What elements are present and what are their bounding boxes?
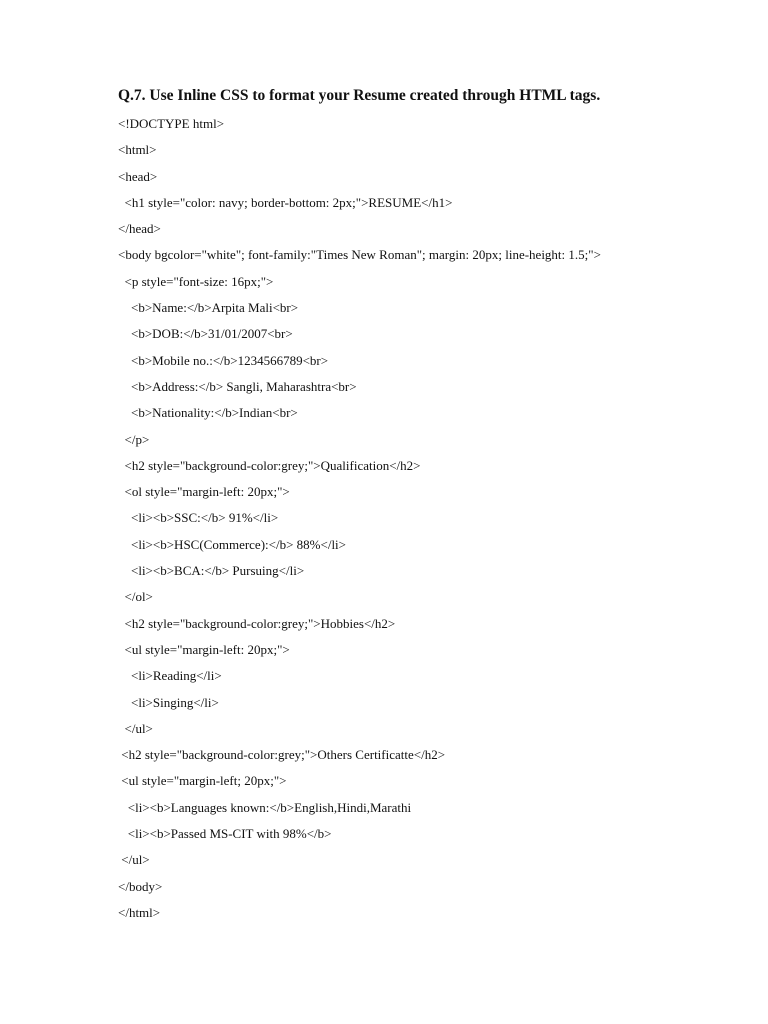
code-line: <ul style="margin-left: 20px;"> (118, 641, 290, 657)
code-line: <h1 style="color: navy; border-bottom: 2px;">RESUME</h1> (118, 194, 453, 210)
code-line: <b>Mobile no.:</b>1234566789<br> (118, 352, 329, 368)
code-line: <li><b>BCA:</b> Pursuing</li> (118, 563, 305, 579)
code-line: <b>Name:</b>Arpita Mali<br> (118, 300, 299, 316)
code-line: <b>DOB:</b>31/01/2007<br> (118, 326, 293, 342)
code-line: </head> (118, 221, 161, 237)
code-line: <li><b>HSC(Commerce):</b> 88%</li> (118, 536, 346, 552)
code-line: <li><b>Passed MS-CIT with 98%</b> (118, 826, 332, 842)
code-line: <h2 style="background-color:grey;">Hobbies</h2> (118, 615, 396, 631)
question-heading: Q.7. Use Inline CSS to format your Resume created through HTML tags. (118, 87, 601, 104)
code-line: <li>Singing</li> (118, 694, 219, 710)
code-line: <li>Reading</li> (118, 668, 222, 684)
code-line: </ol> (118, 589, 153, 605)
code-line: </p> (118, 431, 150, 447)
code-line: <body bgcolor="white"; font-family:"Times New Roman"; margin: 20px; line-height: 1.5;"> (118, 247, 601, 263)
code-line: <b>Nationality:</b>Indian<br> (118, 405, 298, 421)
code-line: <h2 style="background-color:grey;">Qualification</h2> (118, 457, 421, 473)
code-line: <p style="font-size: 16px;"> (118, 273, 274, 289)
code-line: <ol style="margin-left: 20px;"> (118, 484, 290, 500)
code-line: <b>Address:</b> Sangli, Maharashtra<br> (118, 378, 357, 394)
code-line: <ul style="margin-left; 20px;"> (118, 773, 287, 789)
code-line: <li><b>Languages known:</b>English,Hindi,Marathi (118, 799, 412, 815)
code-line: </html> (118, 904, 161, 920)
code-line: </body> (118, 878, 163, 894)
code-line: <!DOCTYPE html> (118, 116, 225, 131)
code-line: <li><b>SSC:</b> 91%</li> (118, 510, 279, 526)
code-line: <html> (118, 142, 157, 158)
code-line: </ul> (118, 852, 150, 868)
code-line: <h2 style="background-color:grey;">Others Certificatte</h2> (118, 747, 446, 763)
code-line: <head> (118, 168, 158, 184)
code-line: </ul> (118, 720, 153, 736)
code-listing (118, 114, 601, 929)
